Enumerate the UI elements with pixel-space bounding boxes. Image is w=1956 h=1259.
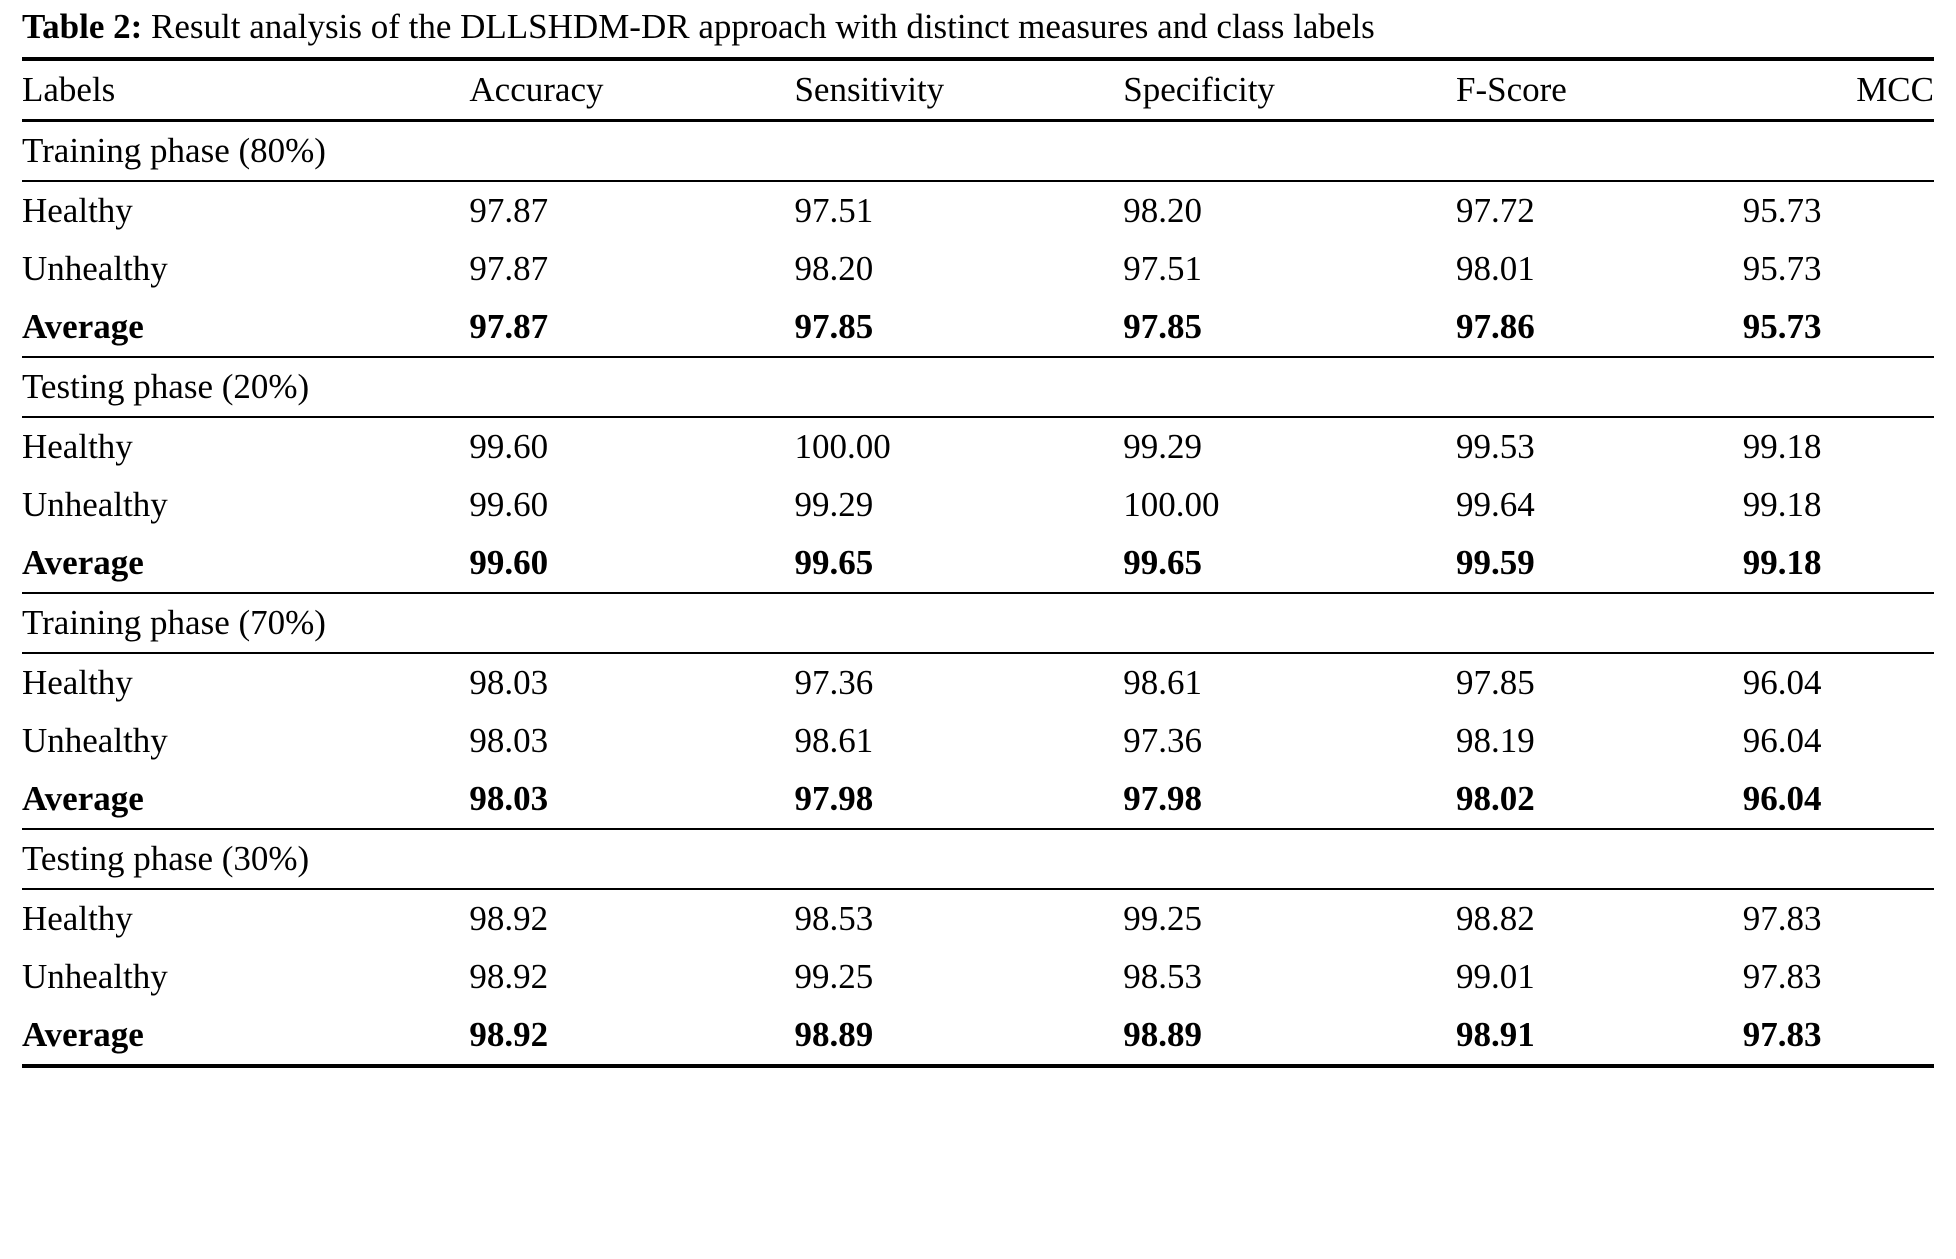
- results-table: [22, 57, 1934, 1120]
- cell-fscore: 97.86: [1455, 307, 1535, 347]
- column-header-fscore: F-Score: [1456, 59, 1743, 121]
- cell-sensitivity: 98.61: [794, 721, 874, 761]
- table-row: [22, 889, 1934, 948]
- table-row: [22, 712, 1934, 770]
- cell-accuracy: 99.60: [469, 543, 549, 583]
- cell-specificity: 98.53: [1123, 957, 1203, 997]
- table-caption-text: Result analysis of the DLLSHDM-DR approach with distinct measures and class labels: [151, 7, 1375, 46]
- cell-sensitivity: 99.65: [794, 543, 874, 583]
- cell-fscore: 98.82: [1456, 889, 1743, 948]
- group-header-row: [22, 829, 1934, 889]
- table-row: [22, 417, 1934, 476]
- group-title: Training phase (70%): [22, 593, 1934, 653]
- group-title: Training phase (80%): [22, 131, 326, 171]
- cell-specificity: 98.61: [1123, 653, 1456, 712]
- cell-sensitivity: 98.89: [794, 1015, 874, 1055]
- bottom-rule-cell: [22, 1066, 1934, 1120]
- cell-specificity: 97.36: [1123, 721, 1203, 761]
- column-header-labels: Labels: [22, 59, 469, 121]
- cell-specificity: 99.25: [1123, 889, 1456, 948]
- cell-mcc: 95.73: [1742, 307, 1822, 347]
- cell-sensitivity: 97.51: [794, 181, 1123, 240]
- group-title: Testing phase (20%): [22, 357, 1934, 417]
- row-label: Unhealthy: [22, 249, 168, 289]
- cell-mcc: 95.73: [1743, 181, 1934, 240]
- table-row-average: [22, 770, 1934, 829]
- table-row-average: [22, 1006, 1934, 1066]
- cell-fscore: 99.53: [1456, 417, 1743, 476]
- cell-mcc: 96.04: [1743, 653, 1934, 712]
- cell-specificity: 98.20: [1123, 181, 1456, 240]
- cell-fscore: 98.01: [1455, 249, 1535, 289]
- cell-sensitivity: 97.98: [794, 779, 874, 819]
- row-label: Healthy: [22, 653, 469, 712]
- group-header-row: [22, 121, 1934, 182]
- cell-accuracy: 98.03: [469, 653, 794, 712]
- cell-sensitivity: 98.53: [794, 889, 1123, 948]
- cell-accuracy: 98.92: [469, 957, 549, 997]
- cell-fscore: 98.19: [1455, 721, 1535, 761]
- cell-accuracy: 97.87: [469, 181, 794, 240]
- cell-specificity: 99.29: [1123, 417, 1456, 476]
- table-row: [22, 240, 1934, 298]
- cell-mcc: 97.83: [1743, 889, 1934, 948]
- cell-accuracy: 98.03: [469, 721, 549, 761]
- table-row: [22, 476, 1934, 534]
- table-caption: [22, 0, 1934, 57]
- cell-sensitivity: 98.20: [794, 249, 874, 289]
- cell-specificity: 99.65: [1123, 543, 1203, 583]
- row-label: Average: [22, 779, 144, 819]
- cell-mcc: 95.73: [1742, 249, 1822, 289]
- cell-accuracy: 99.60: [469, 417, 794, 476]
- table-caption-label: Table 2:: [22, 7, 143, 46]
- cell-specificity: 97.98: [1123, 779, 1203, 819]
- cell-sensitivity: 97.36: [794, 653, 1123, 712]
- table-row: [22, 181, 1934, 240]
- table-header: [22, 59, 1934, 121]
- cell-fscore: 99.64: [1455, 485, 1535, 525]
- cell-mcc: 99.18: [1743, 417, 1934, 476]
- cell-fscore: 99.59: [1455, 543, 1535, 583]
- cell-accuracy: 98.92: [469, 889, 794, 948]
- column-header-accuracy: Accuracy: [469, 59, 794, 121]
- table-bottom-rule: [22, 1066, 1934, 1120]
- column-header-specificity: Specificity: [1123, 59, 1456, 121]
- column-header-sensitivity: Sensitivity: [794, 59, 1123, 121]
- cell-accuracy: 98.92: [469, 1015, 549, 1055]
- cell-fscore: 98.02: [1455, 779, 1535, 819]
- row-label: Average: [22, 543, 144, 583]
- table-row: [22, 948, 1934, 1006]
- row-label: Average: [22, 1015, 144, 1055]
- cell-mcc: 97.83: [1742, 1015, 1822, 1055]
- cell-sensitivity: 99.25: [794, 957, 874, 997]
- group-title: Testing phase (30%): [22, 829, 1934, 889]
- row-label: Unhealthy: [22, 485, 168, 525]
- cell-mcc: 99.18: [1742, 543, 1822, 583]
- row-label: Healthy: [22, 889, 469, 948]
- cell-mcc: 97.83: [1742, 957, 1822, 997]
- table-header-row: [22, 59, 1934, 121]
- cell-specificity: 97.85: [1123, 307, 1203, 347]
- table-row-average: [22, 534, 1934, 593]
- cell-fscore: 97.72: [1456, 181, 1743, 240]
- table-row: [22, 653, 1934, 712]
- row-label: Unhealthy: [22, 957, 168, 997]
- group-header-row: [22, 593, 1934, 653]
- table-row-average: [22, 298, 1934, 357]
- cell-sensitivity: 100.00: [794, 417, 1123, 476]
- table-footer: [22, 1066, 1934, 1120]
- cell-specificity: 100.00: [1123, 485, 1220, 525]
- column-header-mcc: MCC: [1743, 59, 1934, 121]
- cell-accuracy: 98.03: [469, 779, 549, 819]
- cell-accuracy: 99.60: [469, 485, 549, 525]
- table-body: [22, 121, 1934, 1067]
- cell-specificity: 97.51: [1123, 249, 1203, 289]
- row-label: Healthy: [22, 181, 469, 240]
- cell-fscore: 99.01: [1455, 957, 1535, 997]
- row-label: Healthy: [22, 417, 469, 476]
- cell-accuracy: 97.87: [469, 307, 549, 347]
- cell-sensitivity: 99.29: [794, 485, 874, 525]
- group-header-row: [22, 357, 1934, 417]
- cell-mcc: 96.04: [1742, 779, 1822, 819]
- cell-accuracy: 97.87: [469, 249, 549, 289]
- cell-mcc: 99.18: [1742, 485, 1822, 525]
- cell-specificity: 98.89: [1123, 1015, 1203, 1055]
- cell-sensitivity: 97.85: [794, 307, 874, 347]
- cell-fscore: 97.85: [1456, 653, 1743, 712]
- row-label: Unhealthy: [22, 721, 168, 761]
- cell-mcc: 96.04: [1742, 721, 1822, 761]
- cell-fscore: 98.91: [1455, 1015, 1535, 1055]
- row-label: Average: [22, 307, 144, 347]
